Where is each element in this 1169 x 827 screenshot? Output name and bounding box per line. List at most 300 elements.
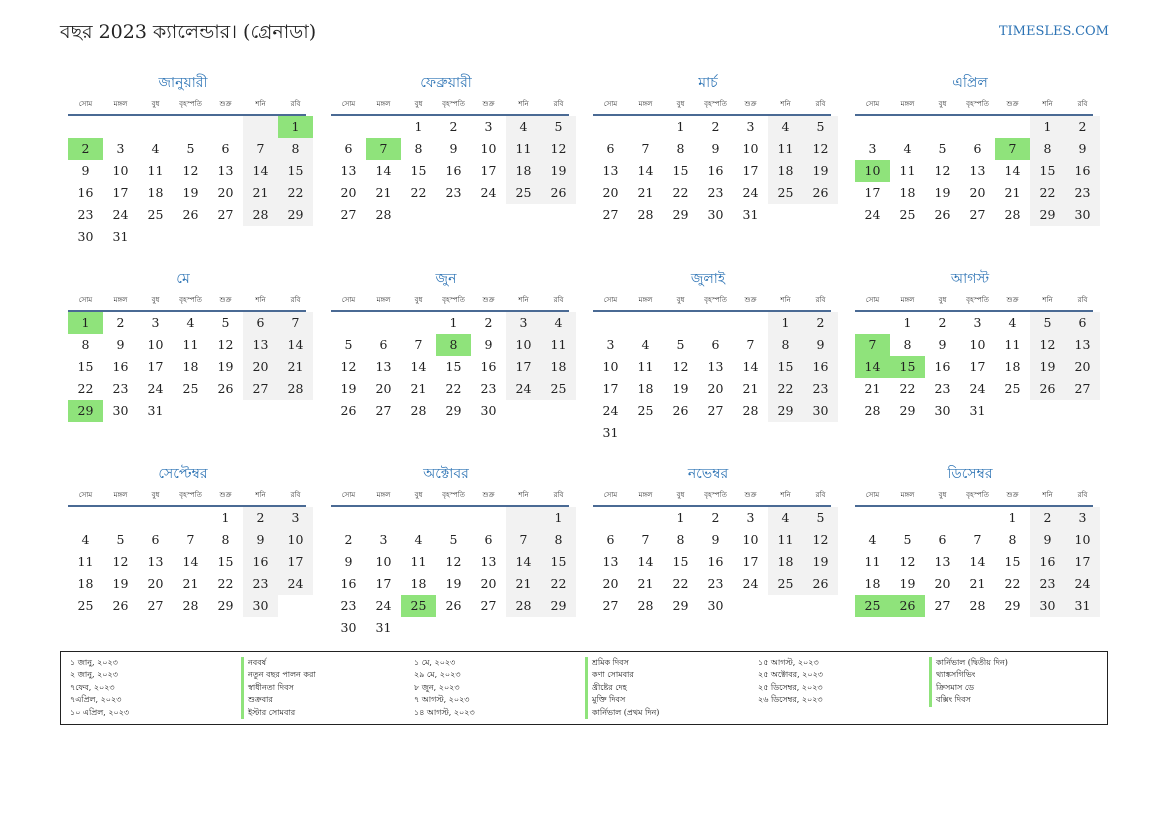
day-cell: 23	[243, 573, 278, 595]
day-cell: 3	[973, 315, 982, 330]
empty-cell	[593, 507, 628, 529]
empty-cell	[925, 507, 960, 529]
month-calendar	[323, 268, 569, 422]
site-link[interactable]: TIMESLES.COM	[998, 24, 1109, 39]
day-cell: 29	[768, 400, 803, 422]
day-cell: 3	[746, 510, 755, 525]
day-cell: 16	[112, 359, 129, 374]
empty-cell	[855, 507, 890, 529]
day-cell: 6	[711, 337, 720, 352]
weekday-label: শুক্র	[219, 100, 232, 108]
day-cell: 5	[938, 141, 947, 156]
month-name: অক্টোবর	[423, 466, 469, 482]
day-cell: 25	[182, 381, 199, 396]
weekday-label: শুক্র	[1006, 296, 1019, 304]
day-cell: 3	[151, 315, 160, 330]
day-cell: 21	[182, 576, 199, 591]
day-cell: 3	[606, 337, 615, 352]
weekday-label: সোম	[341, 296, 356, 304]
day-cell: 7	[278, 312, 313, 334]
day-cell: 18	[182, 359, 199, 374]
holiday-name: বক্সিং দিবস	[929, 694, 971, 706]
day-cell: 16	[934, 359, 951, 374]
holiday-date: ৭ আগস্ট, ২০২৩	[414, 695, 470, 705]
day-cell: 9	[1065, 138, 1100, 160]
weekday-label: বৃহস্পতি	[442, 100, 465, 108]
holiday-name: নতুন বছর পালন করা	[241, 669, 316, 681]
day-cell: 19	[541, 160, 576, 182]
day-cell: 2	[711, 510, 720, 525]
day-cell: 24	[480, 185, 497, 200]
day-cell: 12	[672, 359, 689, 374]
day-cell: 11	[768, 529, 803, 551]
empty-cell	[331, 312, 366, 334]
weekday-label: বুধ	[414, 296, 423, 304]
holiday-name: থ্যাঙ্কসগিভিং	[929, 669, 975, 681]
day-cell: 30	[112, 403, 129, 418]
empty-cell	[663, 312, 698, 334]
weekday-label: সোম	[865, 491, 880, 499]
holiday-name: নববর্ষ	[241, 657, 266, 669]
day-cell: 4	[81, 532, 90, 547]
weekday-header	[68, 485, 306, 507]
day-cell: 9	[344, 554, 353, 569]
day-cell: 26	[340, 403, 357, 418]
day-cell: 7	[186, 532, 195, 547]
weekday-header	[855, 485, 1093, 507]
day-cell: 22	[1030, 182, 1065, 204]
day-cell: 23	[340, 598, 357, 613]
month-calendar	[585, 268, 831, 444]
day-cell: 16	[77, 185, 94, 200]
day-grid	[855, 116, 1093, 226]
day-cell: 5	[1030, 312, 1065, 334]
month-name: আগস্ট	[950, 271, 990, 287]
weekday-label: রবি	[1077, 296, 1088, 304]
day-cell: 12	[445, 554, 462, 569]
day-cell: 9	[803, 334, 838, 356]
day-cell: 13	[243, 334, 278, 356]
day-cell: 8	[676, 532, 685, 547]
day-cell: 31	[969, 403, 986, 418]
month-name: মে	[176, 271, 190, 287]
empty-cell	[331, 116, 366, 138]
day-cell: 22	[217, 576, 234, 591]
day-cell: 11	[506, 138, 541, 160]
day-cell: 25	[768, 573, 803, 595]
weekday-header	[593, 485, 831, 507]
weekday-label: সোম	[78, 296, 93, 304]
day-cell: 10	[742, 532, 759, 547]
day-cell: 11	[182, 337, 199, 352]
month-name: মার্চ	[698, 75, 718, 91]
weekday-label: শুক্র	[744, 100, 757, 108]
day-cell: 23	[1030, 573, 1065, 595]
day-cell: 13	[707, 359, 724, 374]
day-grid	[331, 507, 569, 639]
weekday-label: শুক্র	[482, 100, 495, 108]
empty-cell	[138, 507, 173, 529]
weekday-label: শনি	[780, 296, 791, 304]
day-cell: 28	[375, 207, 392, 222]
day-cell: 12	[217, 337, 234, 352]
day-cell: 31	[602, 425, 619, 440]
weekday-label: রবি	[290, 296, 301, 304]
day-cell: 5	[541, 116, 576, 138]
day-cell: 25	[147, 207, 164, 222]
day-cell: 26	[1030, 378, 1065, 400]
day-cell: 9	[449, 141, 458, 156]
day-cell: 1	[676, 510, 685, 525]
day-cell: 31	[375, 620, 392, 635]
day-cell: 26	[672, 403, 689, 418]
day-cell: 4	[641, 337, 650, 352]
day-cell: 3	[278, 507, 313, 529]
weekday-label: রবি	[290, 491, 301, 499]
empty-cell	[68, 116, 103, 138]
holiday-legend	[60, 651, 1108, 725]
day-cell: 25	[506, 182, 541, 204]
weekday-label: রবি	[553, 100, 564, 108]
day-cell: 15	[672, 163, 689, 178]
day-cell: 20	[1065, 356, 1100, 378]
day-cell: 7	[641, 141, 650, 156]
day-cell: 20	[934, 576, 951, 591]
day-cell: 16	[445, 163, 462, 178]
day-cell: 19	[112, 576, 129, 591]
weekday-label: শুক্র	[744, 296, 757, 304]
day-cell: 5	[803, 116, 838, 138]
day-cell: 18	[77, 576, 94, 591]
day-cell: 12	[803, 529, 838, 551]
holiday-name: খ্রীষ্টের দেহ	[585, 682, 627, 694]
day-cell: 4	[1008, 315, 1017, 330]
day-cell: 4	[151, 141, 160, 156]
day-cell: 9	[484, 337, 493, 352]
day-cell: 24	[112, 207, 129, 222]
day-cell: 19	[340, 381, 357, 396]
day-cell: 1	[676, 119, 685, 134]
day-cell: 1	[903, 315, 912, 330]
day-cell: 15	[410, 163, 427, 178]
weekday-label: শনি	[1042, 296, 1053, 304]
day-cell: 4	[506, 116, 541, 138]
day-cell: 10	[480, 141, 497, 156]
day-cell: 5	[676, 337, 685, 352]
day-cell: 1	[68, 312, 103, 334]
day-cell: 23	[707, 576, 724, 591]
day-cell: 9	[81, 163, 90, 178]
holiday-date: ২৯ মে, ২০২৩	[414, 670, 461, 680]
day-cell: 2	[243, 507, 278, 529]
day-cell: 13	[375, 359, 392, 374]
day-cell: 4	[414, 532, 423, 547]
weekday-label: বুধ	[151, 491, 160, 499]
weekday-label: শুক্র	[219, 491, 232, 499]
day-cell: 28	[243, 204, 278, 226]
day-cell: 1	[221, 510, 230, 525]
empty-cell	[593, 312, 628, 334]
day-cell: 27	[217, 207, 234, 222]
weekday-label: শনি	[255, 491, 266, 499]
day-cell: 8	[436, 334, 471, 356]
weekday-header	[855, 290, 1093, 312]
day-grid	[593, 312, 831, 444]
day-cell: 29	[1004, 598, 1021, 613]
weekday-label: বুধ	[414, 100, 423, 108]
weekday-label: সোম	[603, 100, 618, 108]
holiday-date: ৮ জুন, ২০২৩	[414, 682, 460, 692]
day-cell: 19	[899, 576, 916, 591]
weekday-label: মঙ্গল	[638, 296, 653, 304]
weekday-label: মঙ্গল	[113, 296, 128, 304]
weekday-header	[331, 290, 569, 312]
holiday-name: স্বাধীনতা দিবস	[241, 682, 294, 694]
day-cell: 29	[278, 204, 313, 226]
day-cell: 28	[410, 403, 427, 418]
day-cell: 27	[707, 403, 724, 418]
day-cell: 3	[379, 532, 388, 547]
day-cell: 19	[803, 160, 838, 182]
day-cell: 10	[147, 337, 164, 352]
day-cell: 3	[868, 141, 877, 156]
empty-cell	[506, 507, 541, 529]
day-grid	[855, 507, 1093, 617]
weekday-label: বুধ	[676, 100, 685, 108]
weekday-label: রবি	[815, 100, 826, 108]
weekday-label: রবি	[553, 296, 564, 304]
day-cell: 1	[541, 507, 576, 529]
day-cell: 22	[278, 182, 313, 204]
day-cell: 5	[449, 532, 458, 547]
day-cell: 27	[375, 403, 392, 418]
day-cell: 17	[864, 185, 881, 200]
month-name: নভেম্বর	[687, 466, 729, 482]
day-cell: 28	[506, 595, 541, 617]
day-cell: 15	[1030, 160, 1065, 182]
month-calendar	[60, 463, 306, 617]
holiday-name: ক্রিসমাস ডে	[929, 682, 974, 694]
empty-cell	[436, 507, 471, 529]
weekday-label: মঙ্গল	[376, 296, 391, 304]
day-cell: 21	[969, 576, 986, 591]
weekday-label: বৃহস্পতি	[704, 100, 727, 108]
weekday-label: বুধ	[151, 100, 160, 108]
month-name: জানুয়ারী	[158, 75, 208, 91]
weekday-label: সোম	[865, 296, 880, 304]
day-cell: 17	[969, 359, 986, 374]
day-cell: 27	[934, 598, 951, 613]
day-cell: 20	[969, 185, 986, 200]
empty-cell	[103, 116, 138, 138]
weekday-label: শনি	[518, 100, 529, 108]
day-cell: 11	[541, 334, 576, 356]
day-cell: 4	[868, 532, 877, 547]
holiday-name: কণা সোমবার	[585, 669, 634, 681]
day-cell: 19	[934, 185, 951, 200]
day-cell: 31	[112, 229, 129, 244]
day-cell: 15	[541, 551, 576, 573]
day-cell: 1	[1030, 116, 1065, 138]
day-cell: 4	[186, 315, 195, 330]
holiday-date: ২৬ ডিসেম্বর, ২০২৩	[758, 695, 823, 705]
day-cell: 26	[445, 598, 462, 613]
weekday-label: শনি	[518, 296, 529, 304]
day-cell: 2	[449, 119, 458, 134]
day-cell: 12	[1030, 334, 1065, 356]
day-cell: 26	[803, 182, 838, 204]
day-cell: 30	[77, 229, 94, 244]
month-calendar	[60, 72, 306, 248]
day-cell: 17	[506, 356, 541, 378]
empty-cell	[331, 507, 366, 529]
day-cell: 22	[1004, 576, 1021, 591]
day-cell: 6	[243, 312, 278, 334]
weekday-header	[68, 290, 306, 312]
weekday-label: বুধ	[151, 296, 160, 304]
day-cell: 17	[602, 381, 619, 396]
day-cell: 6	[344, 141, 353, 156]
weekday-label: বৃহস্পতি	[966, 491, 989, 499]
day-cell: 18	[541, 356, 576, 378]
day-cell: 24	[969, 381, 986, 396]
day-cell: 6	[606, 141, 615, 156]
month-calendar	[60, 268, 306, 422]
day-cell: 18	[147, 185, 164, 200]
day-cell: 20	[340, 185, 357, 200]
day-cell: 9	[1030, 529, 1065, 551]
day-cell: 24	[506, 378, 541, 400]
day-cell: 6	[973, 141, 982, 156]
empty-cell	[243, 116, 278, 138]
weekday-label: রবি	[290, 100, 301, 108]
day-cell: 14	[637, 163, 654, 178]
day-cell: 25	[855, 595, 890, 617]
day-cell: 18	[410, 576, 427, 591]
empty-cell	[471, 507, 506, 529]
empty-cell	[925, 116, 960, 138]
day-cell: 19	[672, 381, 689, 396]
weekday-label: সোম	[865, 100, 880, 108]
day-cell: 26	[112, 598, 129, 613]
day-cell: 16	[707, 554, 724, 569]
day-cell: 1	[1008, 510, 1017, 525]
day-cell: 29	[899, 403, 916, 418]
day-cell: 5	[186, 141, 195, 156]
holiday-name: কার্নিভাল (প্রথম দিন)	[585, 707, 659, 719]
day-cell: 6	[1065, 312, 1100, 334]
day-cell: 24	[375, 598, 392, 613]
day-cell: 12	[803, 138, 838, 160]
day-cell: 24	[742, 185, 759, 200]
day-cell: 13	[934, 554, 951, 569]
day-cell: 10	[375, 554, 392, 569]
day-cell: 3	[116, 141, 125, 156]
day-cell: 2	[1065, 116, 1100, 138]
day-cell: 21	[278, 356, 313, 378]
day-cell: 23	[445, 185, 462, 200]
empty-cell	[68, 507, 103, 529]
month-calendar	[585, 463, 831, 617]
day-cell: 14	[375, 163, 392, 178]
day-cell: 27	[602, 207, 619, 222]
day-cell: 10	[855, 160, 890, 182]
weekday-label: শনি	[1042, 491, 1053, 499]
day-cell: 5	[903, 532, 912, 547]
day-cell: 27	[1065, 378, 1100, 400]
day-cell: 21	[742, 381, 759, 396]
day-cell: 25	[401, 595, 436, 617]
empty-cell	[173, 116, 208, 138]
empty-cell	[890, 507, 925, 529]
empty-cell	[401, 312, 436, 334]
weekday-label: বুধ	[938, 491, 947, 499]
day-cell: 24	[278, 573, 313, 595]
day-cell: 24	[864, 207, 881, 222]
day-cell: 19	[182, 185, 199, 200]
day-cell: 14	[410, 359, 427, 374]
day-cell: 22	[410, 185, 427, 200]
day-cell: 9	[116, 337, 125, 352]
weekday-header	[593, 94, 831, 116]
day-cell: 2	[938, 315, 947, 330]
day-cell: 14	[1004, 163, 1021, 178]
day-cell: 12	[541, 138, 576, 160]
day-cell: 7	[366, 138, 401, 160]
weekday-label: বৃহস্পতি	[704, 296, 727, 304]
day-cell: 21	[637, 185, 654, 200]
day-cell: 19	[445, 576, 462, 591]
holiday-date: ৭এপ্রিল, ২০২৩	[70, 695, 122, 705]
day-cell: 29	[1030, 204, 1065, 226]
day-cell: 24	[742, 576, 759, 591]
day-cell: 3	[746, 119, 755, 134]
day-cell: 7	[506, 529, 541, 551]
day-cell: 17	[1065, 551, 1100, 573]
page-title: বছর 2023 ক্যালেন্ডার। (গ্রেনাডা)	[60, 21, 317, 43]
weekday-header	[331, 94, 569, 116]
weekday-label: বুধ	[676, 296, 685, 304]
month-name: ফেব্রুয়ারী	[420, 75, 472, 91]
holiday-date: ৭ফেব, ২০২৩	[70, 682, 115, 692]
day-cell: 21	[243, 182, 278, 204]
day-cell: 13	[969, 163, 986, 178]
weekday-label: শনি	[780, 491, 791, 499]
day-cell: 29	[672, 598, 689, 613]
day-cell: 30	[1030, 595, 1065, 617]
day-cell: 18	[864, 576, 881, 591]
day-cell: 17	[480, 163, 497, 178]
holiday-name: মুক্তি দিবস	[585, 694, 625, 706]
day-cell: 17	[742, 163, 759, 178]
day-cell: 25	[541, 378, 576, 400]
day-cell: 10	[112, 163, 129, 178]
weekday-label: শুক্র	[219, 296, 232, 304]
holiday-name: ইস্টার সোমবার	[241, 707, 295, 719]
day-cell: 14	[243, 160, 278, 182]
month-calendar	[585, 72, 831, 226]
day-cell: 16	[340, 576, 357, 591]
weekday-label: সোম	[78, 491, 93, 499]
day-cell: 15	[278, 160, 313, 182]
empty-cell	[138, 116, 173, 138]
day-cell: 18	[506, 160, 541, 182]
day-cell: 24	[602, 403, 619, 418]
day-cell: 6	[484, 532, 493, 547]
day-cell: 27	[602, 598, 619, 613]
day-cell: 19	[803, 551, 838, 573]
day-cell: 7	[641, 532, 650, 547]
